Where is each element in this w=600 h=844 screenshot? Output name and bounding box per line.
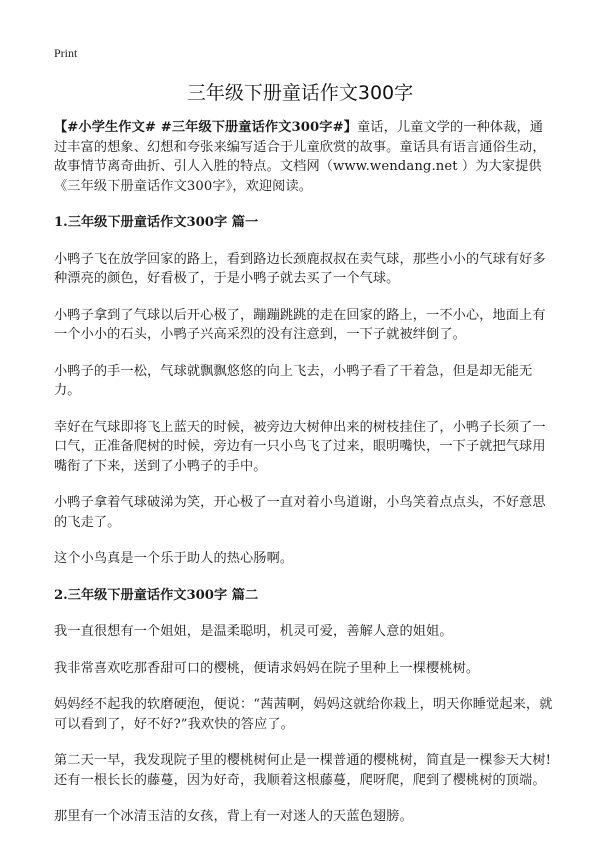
section-heading: 1.三年级下册童话作文300字 篇一: [54, 215, 259, 230]
intro-text: 童话，儿童文学的一种体裁，通过丰富的想象、幻想和夸张来编写适合于儿童欣赏的故事。童话具有语言通俗生动，故事情节离奇曲折、引人入胜的特点。文档网（www.wendang.net ）为大家提供《三年级下册童话作文300字》，欢迎阅读。: [54, 120, 546, 194]
paragraph: 小鸭子飞在放学回家的路上，看到路边长颈鹿叔叔在卖气球，那些小小的气球有好多种漂亮的颜色，好看极了，于是小鸭子就去买了一个气球。: [54, 251, 546, 286]
paragraph: 第二天一早，我发现院子里的樱桃树何止是一棵普通的樱桃树，简直是一棵参天大树!还有一根长长的藤蔓，因为好奇，我顺着这根藤蔓，爬呀爬，爬到了樱桃树的顶端。: [54, 753, 552, 788]
paragraph: 幸好在气球即将飞上蓝天的时候，被旁边大树伸出来的树枝挂住了，小鸭子长须了一口气，正准备爬树的时候，旁边有一只小鸟飞了过来，眼明嘴快，一下子就把气球用嘴衔了下来，送到了小鸭子的手中。: [54, 419, 546, 474]
article-body: [54, 118, 556, 844]
paragraph: 我一直很想有一个姐姐，是温柔聪明，机灵可爱，善解人意的姐姐。: [54, 624, 453, 639]
paragraph: 小鸭子拿着气球破涕为笑，开心极了一直对着小鸟道谢，小鸟笑着点点头，不好意思的飞走了。: [54, 495, 546, 530]
paragraph: 妈妈经不起我的软磨硬泡，便说：“茜茜啊，妈妈这就给你栽上，明天你睡觉起来，就可以看到了，好不好?”我欢快的答应了。: [54, 697, 553, 732]
paragraph: 小鸭子拿到了气球以后开心极了，蹦蹦跳跳的走在回家的路上，一不小心，地面上有一个小小的石头，小鸭子兴高采烈的没有注意到，一下子就被绊倒了。: [54, 307, 546, 342]
page-title: 三年级下册童话作文300字: [186, 82, 414, 104]
section-heading: 2.三年级下册童话作文300字 篇二: [54, 587, 259, 603]
print-link[interactable]: Print: [54, 46, 78, 60]
paragraph: 那里有一个冰清玉洁的女孩，背上有一对迷人的天蓝色翅膀。: [54, 809, 413, 824]
paragraph: 这个小鸟真是一个乐于助人的热心肠啊。: [54, 551, 294, 566]
paragraph: 我非常喜欢吃那香甜可口的樱桃，便请求妈妈在院子里种上一棵樱桃树。: [54, 660, 480, 676]
paragraph: 小鸭子的手一松，气球就飘飘悠悠的向上飞去，小鸭子看了干着急，但是却无能无力。: [54, 363, 533, 398]
intro-paragraph: [54, 118, 556, 196]
intro-tag: 【#小学生作文# #三年级下册童话作文300字#】: [54, 120, 358, 135]
